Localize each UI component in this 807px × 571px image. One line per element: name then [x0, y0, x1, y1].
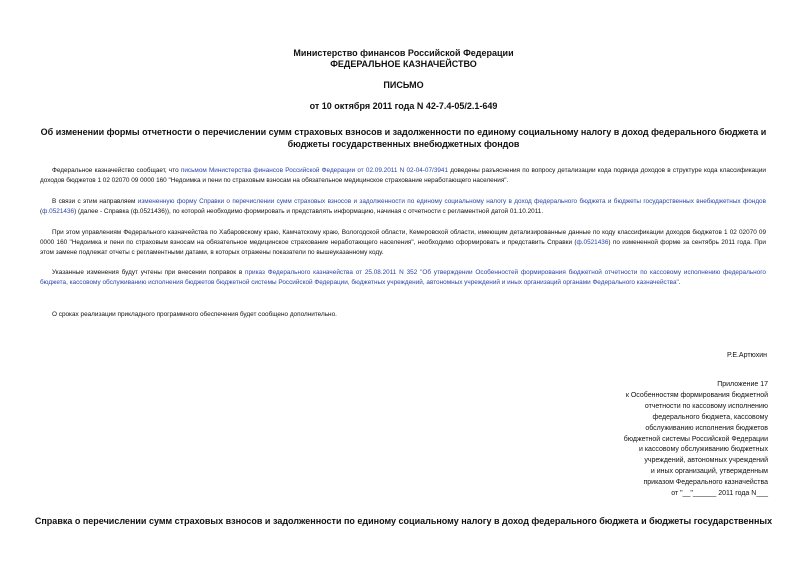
letter-title-line-1: Об изменении формы отчетности о перечислении сумм страховых взносов и задолженности по единому социальному налогу в доход федерального бюджета и: [40, 127, 767, 137]
appendix-line: федерального бюджета, кассовому: [652, 413, 768, 421]
appendix-line: к Особенностям формирования бюджетной: [625, 391, 768, 399]
appendix-line: и кассовому обслуживанию бюджетных: [638, 446, 768, 454]
paragraph-4-text: Указанные изменения будут учтены при внесении поправок в: [52, 269, 246, 276]
letter-title-line-2: бюджеты государственных внебюджетных фондов: [287, 139, 520, 149]
treasury-order-link[interactable]: приказ Федерального казначейства от 25.08.2011 N 352 "Об утверждении Особенностей формирования бюджетной отчетности по кассовому исполнению федерального бюджета, кассовому обслуживанию исполнения бюджетов бюджетной системы Российской Федерации, бюджетных учреждений, автономных учреждений и иных организаций органами Федерального казначейства": [40, 269, 766, 286]
form-change-link[interactable]: измененную форму Справки о перечислении сумм страховых взносов и задолженности по единому социальному налогу в доход федерального бюджета и бюджеты государственных внебюджетных фондов: [137, 198, 766, 205]
paragraph-3: [40, 228, 766, 258]
appendix-line: Приложение 17: [717, 381, 768, 388]
appendix-line: бюджетной системы Российской Федерации: [623, 435, 768, 443]
paragraph-3-text: При этом управлениям Федерального казначейства по Хабаровскому краю, Камчатскому краю, Вологодской области, Кемеровской области, имеющим детализированные данные по коду классификации доходов бюджетов 1 02 02070 09 0000 160 "Недоимка и пени по страховым взносам на обязательное медицинское страхование неработающего населения", необходимо сформировать и представить Справки (: [40, 229, 766, 246]
paragraph-2-text: В связи с этим направляем: [52, 198, 138, 205]
appendix-line: учреждений, автономных учреждений: [644, 457, 768, 465]
form-title: Справка о перечислении сумм страховых взносов и задолженности по единому социальному налогу в доход федерального бюджета и бюджеты государственных: [34, 516, 773, 526]
appendix-line: и иных организаций, утвержденным: [650, 468, 768, 476]
paragraph-2-text-2: (: [40, 208, 43, 215]
paragraph-4-text-2: .: [678, 279, 681, 286]
paragraph-5: О сроках реализации прикладного программного обеспечения будет сообщено дополнительно.: [52, 311, 337, 318]
ministry-name: Министерство финансов Российской Федерации: [293, 48, 514, 58]
paragraph-4: [40, 268, 766, 288]
paragraph-1-text-2: доведены разъяснения по вопросу детализации кода подвида доходов в структуре кода классификации доходов бюджетов 1 02 02070 09 0000 160 "Недоимка и пени по страховым взносам на обязательное медицинское страхование неработающего населения".: [40, 167, 766, 184]
paragraph-1: [40, 166, 766, 186]
paragraph-3-text-2: ) по измененной форме за сентябрь 2011 года. При этом замене подлежат отчеты с регламентными датами, в которых отражены показатели по вышеуказанному коду.: [40, 239, 766, 256]
appendix-line: от "__"______ 2011 года N___: [671, 490, 768, 498]
document-date: от 10 октября 2011 года N 42-7.4-05/2.1-649: [309, 101, 498, 111]
appendix-line: приказом Федерального казначейства: [643, 479, 768, 487]
ministry-letter-link[interactable]: письмом Министерства финансов Российской Федерации от 02.09.2011 N 02-04-07/3941: [180, 167, 449, 174]
form-code-link-2[interactable]: ф.0521436: [576, 239, 609, 246]
signature: Р.Е.Артюхин: [727, 352, 767, 359]
paragraph-1-text: Федеральное казначейство сообщает, что: [52, 167, 181, 174]
letter-title: [30, 126, 777, 150]
appendix-line: отчетности по кассовому исполнению: [644, 402, 768, 410]
agency-name: ФЕДЕРАЛЬНОЕ КАЗНАЧЕЙСТВО: [330, 59, 477, 69]
paragraph-2: [40, 197, 766, 217]
appendix-block: [540, 380, 768, 500]
document-type: ПИСЬМО: [383, 80, 424, 90]
appendix-line: обслуживанию исполнения бюджетов: [645, 424, 768, 432]
paragraph-2-text-3: ) (далее - Справка (ф.0521436)), по которой необходимо формировать и представлять информацию, начиная с отчетности с регламентной датой 01.10.2011.: [74, 208, 544, 215]
form-code-link[interactable]: ф.0521436: [42, 208, 75, 215]
